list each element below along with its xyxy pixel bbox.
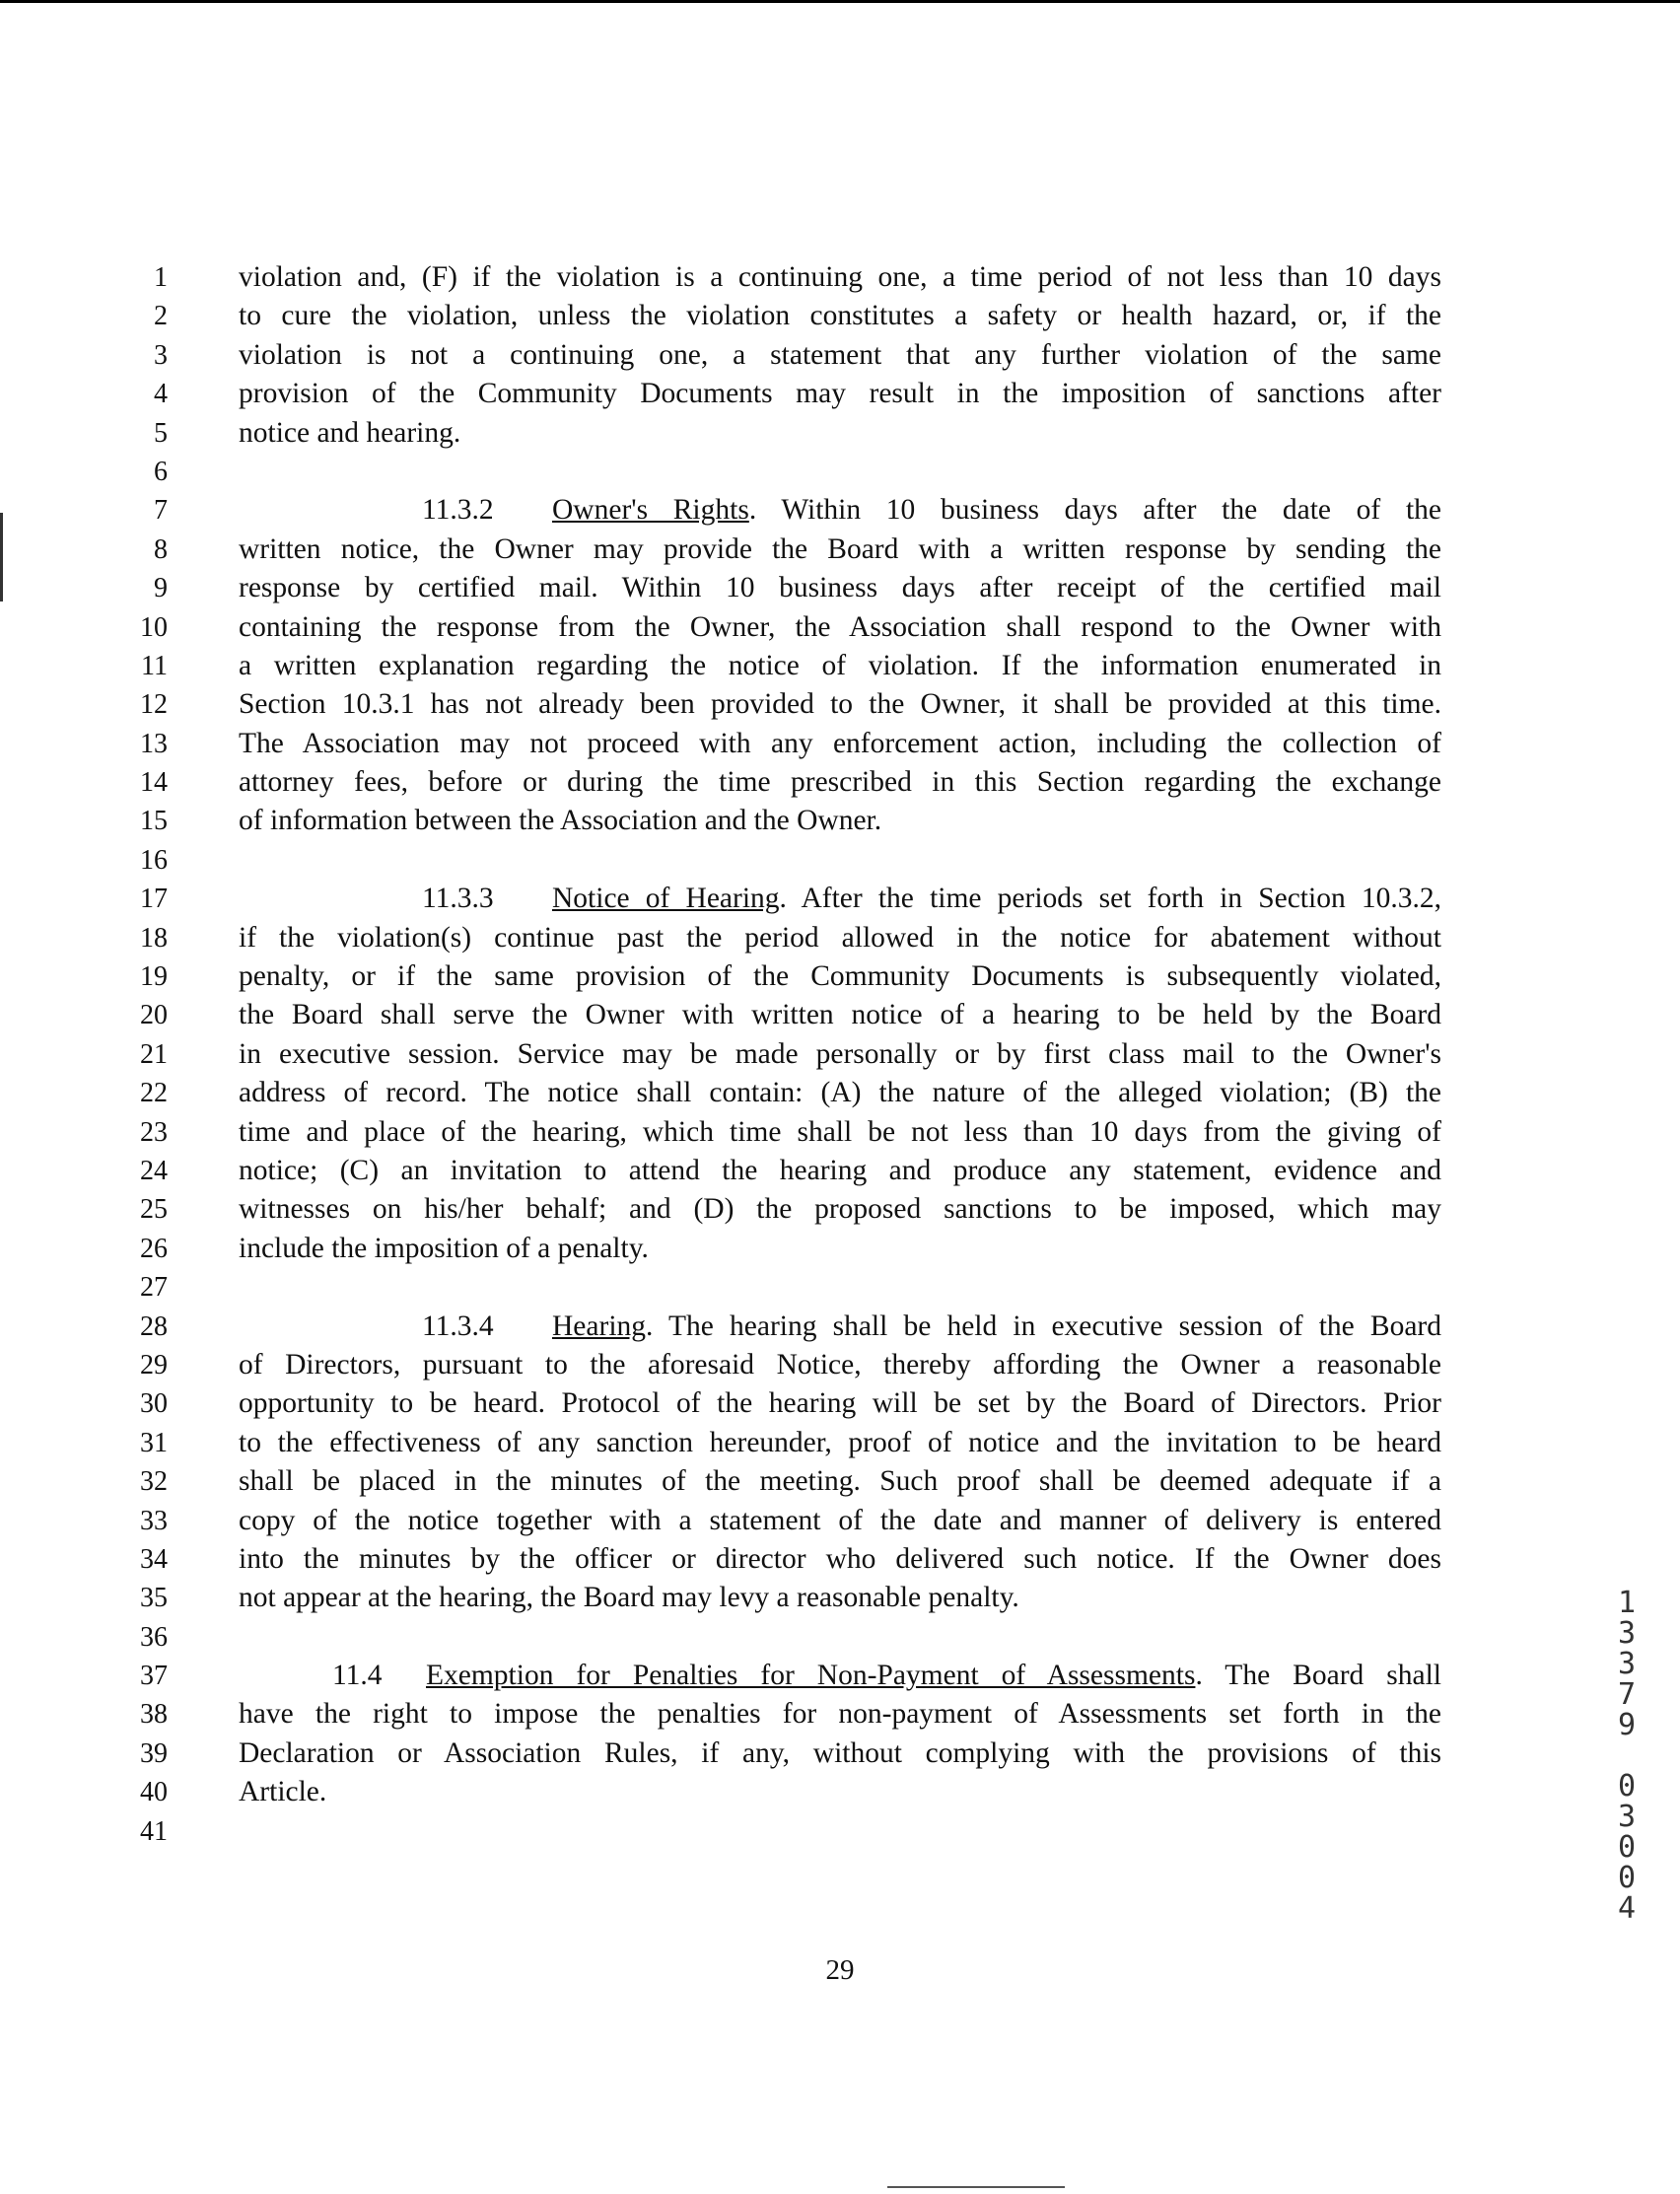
stamp-digit: 0 (1617, 1861, 1637, 1895)
line-number: 37 (140, 1661, 168, 1692)
line-number: 26 (140, 1233, 168, 1264)
line-number: 6 (154, 456, 168, 487)
text-line: the Board shall serve the Owner with written notice of a hearing to be held by the Board (239, 999, 1441, 1031)
line-number: 5 (154, 417, 168, 449)
page-number: 29 (825, 1954, 855, 1986)
line-number: 16 (140, 844, 168, 876)
blank-line (239, 1812, 1441, 1851)
line-number: 30 (140, 1388, 168, 1420)
text-line: containing the response from the Owner, the Association shall respond to the Owner with (239, 610, 1441, 643)
section-first-line (239, 880, 1441, 918)
text-line: The Association may not proceed with any enforcement action, including the collection of (239, 727, 1441, 759)
scan-bottom-edge-mark (887, 2186, 1065, 2188)
section-heading: Owner's Rights (552, 494, 749, 527)
text-line: a written explanation regarding the notice of violation. If the information enumerated in (239, 649, 1441, 681)
line-number: 32 (140, 1466, 168, 1498)
text-line: penalty, or if the same provision of the Community Documents is subsequently violated, (239, 960, 1441, 993)
line-number: 10 (140, 611, 168, 643)
blank-line (239, 1268, 1441, 1307)
line-number: 33 (140, 1505, 168, 1536)
stamp-digit: 9 (1617, 1708, 1637, 1742)
section-11-4 (239, 1657, 1441, 1812)
stamp-digit: 3 (1617, 1647, 1637, 1681)
line-number: 3 (154, 339, 168, 371)
section-11-3-4 (239, 1308, 1441, 1618)
line-number: 18 (140, 922, 168, 954)
line-number: 12 (140, 689, 168, 721)
line-number: 36 (140, 1621, 168, 1653)
line-number: 35 (140, 1583, 168, 1614)
stamp-digit: 1 (1617, 1586, 1637, 1620)
line-number: 40 (140, 1777, 168, 1808)
section-11-3-2 (239, 491, 1441, 841)
blank-line (239, 453, 1441, 491)
section-first-line-text: . The hearing shall be held in executive session of the Board (646, 1309, 1441, 1342)
line-number: 38 (140, 1699, 168, 1731)
text-line: Declaration or Association Rules, if any, without complying with the provisions of this (239, 1736, 1441, 1769)
text-line: of Directors, pursuant to the aforesaid Notice, thereby affording the Owner a reasonable (239, 1348, 1441, 1380)
text-line: to cure the violation, unless the violation constitutes a safety or health hazard, or, if the (239, 300, 1441, 332)
line-number: 23 (140, 1116, 168, 1148)
section-number: 11.4 (332, 1660, 383, 1692)
recording-stamp (1607, 1588, 1646, 1924)
document-body (239, 258, 1441, 1851)
stamp-digit: 3 (1617, 1800, 1637, 1834)
scan-top-edge (0, 0, 1680, 3)
section-number: 11.3.4 (422, 1309, 494, 1342)
stamp-digit: 4 (1617, 1891, 1637, 1926)
line-number: 7 (154, 495, 168, 527)
line-number: 20 (140, 1000, 168, 1031)
line-number: 9 (154, 573, 168, 604)
section-11-3-3 (239, 880, 1441, 1268)
section-first-line-text: . The Board shall (1195, 1660, 1441, 1692)
text-line: opportunity to be heard. Protocol of the hearing will be set by the Board of Directors. Prior (239, 1387, 1441, 1420)
section-first-line-text: . After the time periods set forth in Section 10.3.2, (779, 883, 1441, 915)
stamp-digit: 0 (1617, 1830, 1637, 1865)
blank-line (239, 1618, 1441, 1657)
text-line: address of record. The notice shall contain: (A) the nature of the alleged violation; (B) the (239, 1077, 1441, 1109)
line-number: 13 (140, 728, 168, 759)
section-first-line-text: . Within 10 business days after the date of the (748, 494, 1441, 527)
text-line: notice and hearing. (239, 416, 461, 449)
line-number: 2 (154, 301, 168, 332)
line-number: 21 (140, 1038, 168, 1070)
text-line: copy of the notice together with a statement of the date and manner of delivery is entered (239, 1504, 1441, 1536)
line-number: 34 (140, 1543, 168, 1575)
line-number: 22 (140, 1078, 168, 1109)
line-number: 1 (154, 262, 168, 293)
text-line: written notice, the Owner may provide the Board with a written response by sending the (239, 532, 1441, 565)
line-number: 25 (140, 1194, 168, 1226)
line-number: 14 (140, 767, 168, 799)
text-line: if the violation(s) continue past the period allowed in the notice for abatement without (239, 921, 1441, 954)
line-number: 8 (154, 533, 168, 565)
text-line: to the effectiveness of any sanction hereunder, proof of notice and the invitation to be heard (239, 1426, 1441, 1458)
line-number: 41 (140, 1815, 168, 1847)
stamp-gap (1607, 1740, 1646, 1771)
stamp-digit: 3 (1617, 1616, 1637, 1651)
stamp-digit: 0 (1617, 1769, 1637, 1804)
section-heading: Hearing (552, 1309, 647, 1342)
line-number: 31 (140, 1427, 168, 1458)
line-number: 24 (140, 1155, 168, 1186)
text-line: response by certified mail. Within 10 business days after receipt of the certified mail (239, 572, 1441, 604)
stamp-digit: 7 (1617, 1677, 1637, 1712)
line-number: 39 (140, 1737, 168, 1769)
text-line: have the right to impose the penalties for non-payment of Assessments set forth in the (239, 1698, 1441, 1731)
text-line: notice; (C) an invitation to attend the hearing and produce any statement, evidence and (239, 1154, 1441, 1186)
text-line: include the imposition of a penalty. (239, 1232, 649, 1264)
text-line: time and place of the hearing, which time shall be not less than 10 days from the giving of (239, 1115, 1441, 1148)
section-first-line (239, 491, 1441, 530)
text-line: into the minutes by the officer or director who delivered such notice. If the Owner does (239, 1542, 1441, 1575)
text-line: in executive session. Service may be made personally or by first class mail to the Owner's (239, 1037, 1441, 1070)
line-number: 28 (140, 1310, 168, 1342)
text-line: of information between the Association and the Owner. (239, 805, 882, 837)
line-number: 29 (140, 1349, 168, 1380)
line-number: 11 (141, 650, 168, 681)
paragraph-continuation (239, 258, 1441, 453)
text-line: violation and, (F) if the violation is a continuing one, a time period of not less than 10 days (239, 261, 1441, 293)
scan-left-edge-mark (0, 513, 3, 602)
line-number: 27 (140, 1272, 168, 1304)
section-number: 11.3.3 (422, 883, 494, 915)
line-number: 19 (140, 961, 168, 993)
section-first-line (239, 1657, 1441, 1695)
text-line: witnesses on his/her behalf; and (D) the proposed sanctions to be imposed, which may (239, 1193, 1441, 1226)
text-line: Section 10.3.1 has not already been provided to the Owner, it shall be provided at this time. (239, 688, 1441, 721)
section-heading: Notice of Hearing (552, 883, 780, 915)
text-line: Article. (239, 1776, 327, 1808)
text-line: attorney fees, before or during the time prescribed in this Section regarding the exchange (239, 766, 1441, 799)
blank-line (239, 841, 1441, 880)
section-first-line (239, 1308, 1441, 1346)
line-number: 15 (140, 806, 168, 837)
line-number: 4 (154, 379, 168, 410)
section-number: 11.3.2 (422, 494, 494, 527)
text-line: not appear at the hearing, the Board may levy a reasonable penalty. (239, 1582, 1019, 1614)
text-line: provision of the Community Documents may result in the imposition of sanctions after (239, 378, 1441, 410)
section-heading: Exemption for Penalties for Non-Payment of Assessments (426, 1660, 1196, 1692)
text-line: violation is not a continuing one, a statement that any further violation of the same (239, 338, 1441, 371)
line-number: 17 (140, 884, 168, 915)
line-number-column (108, 258, 168, 1851)
text-line: shall be placed in the minutes of the meeting. Such proof shall be deemed adequate if a (239, 1465, 1441, 1498)
